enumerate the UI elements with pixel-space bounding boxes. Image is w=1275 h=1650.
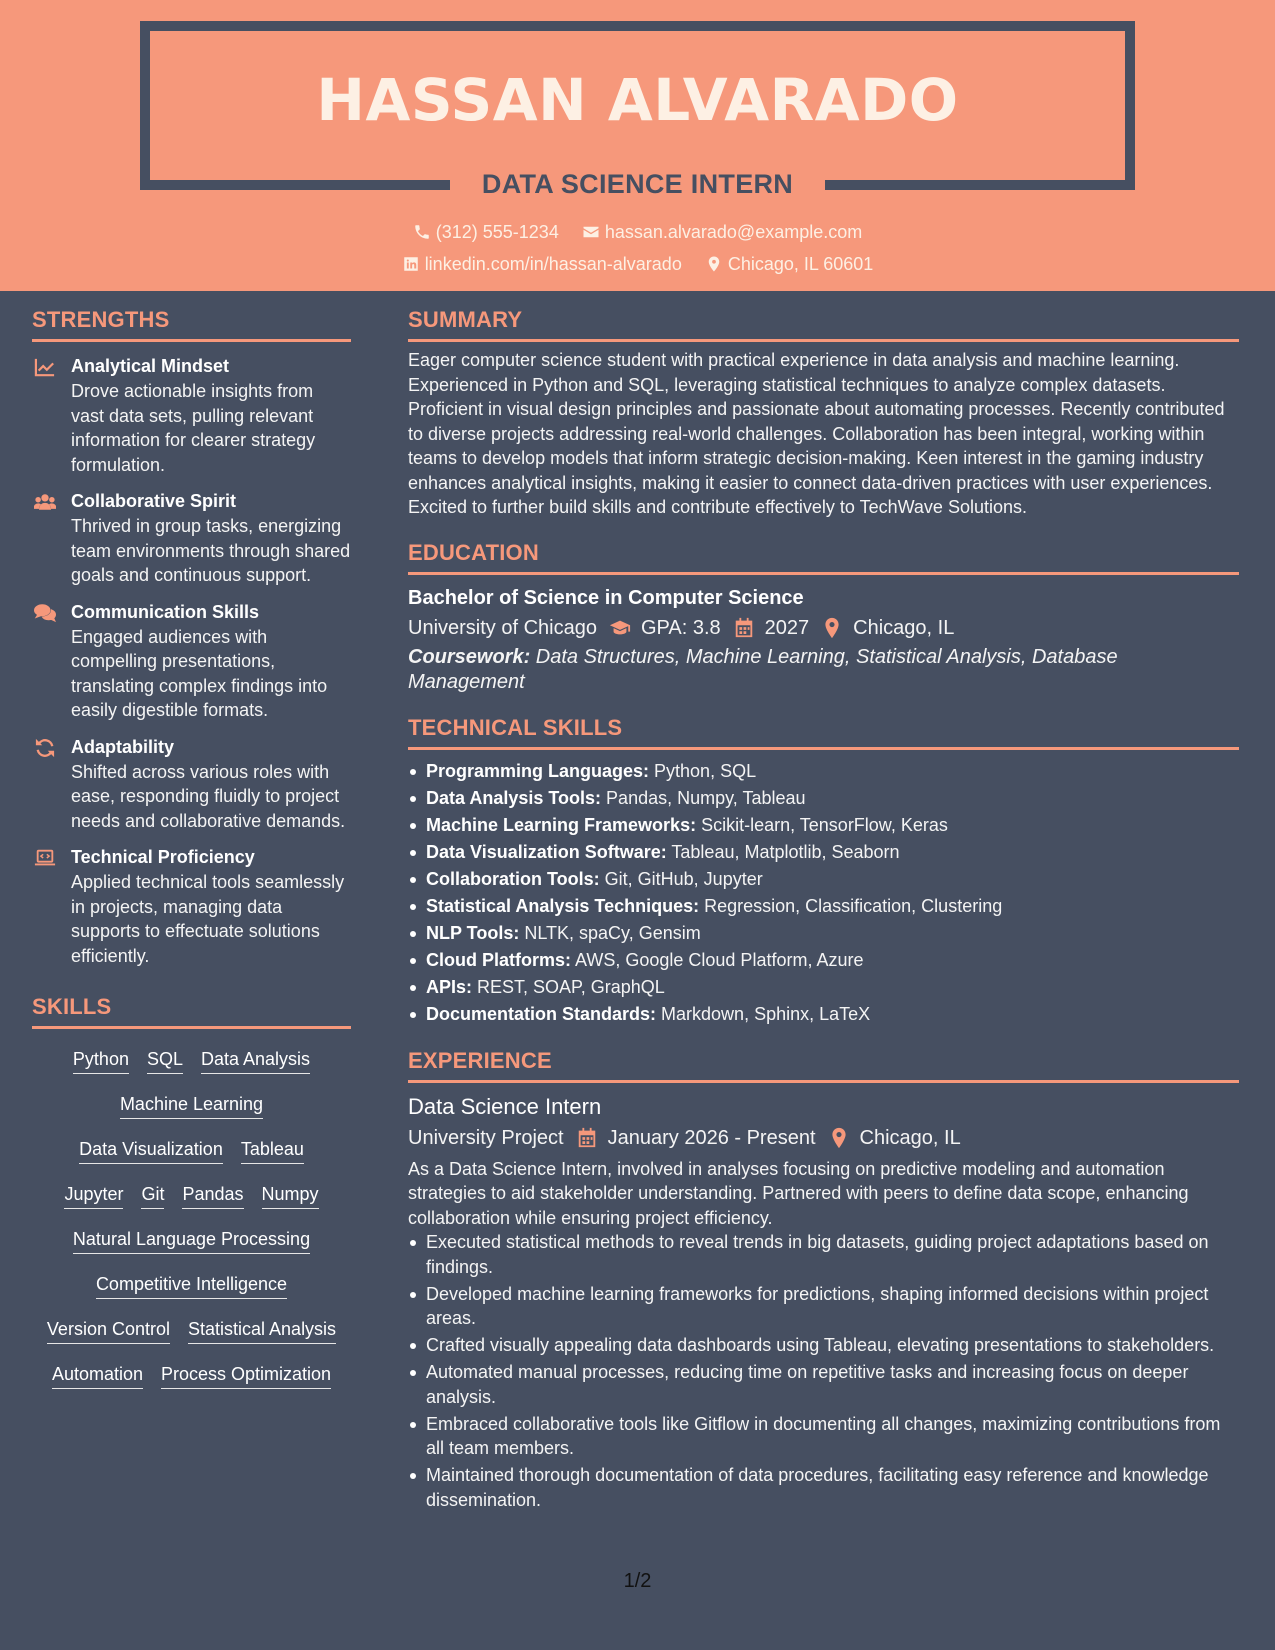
skill-tag: Natural Language Processing [73,1227,310,1254]
skill-tag: Git [141,1182,164,1209]
technical-skills-title: TECHNICAL SKILLS [408,713,1239,750]
degree-name: Bachelor of Science in Computer Science [408,586,804,609]
list-item: Developed machine learning frameworks for predictions, shaping informed decisions within project areas. [408,1282,1239,1331]
list-item [408,947,1239,974]
tag-line [32,1129,351,1174]
strength-name: Technical Proficiency [71,847,255,867]
page-number: 1/2 [623,1570,652,1592]
phone-icon [413,223,431,241]
linkedin-text: linkedin.com/in/hassan-alvarado [424,254,682,274]
phone-contact[interactable] [413,220,559,244]
linkedin-icon [402,255,420,273]
skill-values: Tableau, Matplotlib, Seaborn [666,841,900,862]
skill-tag: Tableau [241,1137,304,1164]
strength-desc: Thrived in group tasks, energizing team environments through shared goals and continuous support. [71,516,351,585]
skill-category: APIs: [426,976,473,997]
skill-category: Machine Learning Frameworks: [426,814,697,835]
skill-values: Regression, Classification, Clustering [699,895,1003,916]
graduation-cap-icon [609,617,631,639]
coursework-list: Data Structures, Machine Learning, Statistical Analysis, Database Management [408,645,1118,693]
map-marker-icon [705,255,723,273]
strength-item [32,735,351,834]
envelope-icon [582,223,600,241]
phone-text: (312) 555-1234 [435,222,559,242]
comments-icon [34,603,56,623]
contact-row-1 [0,220,1275,247]
location-text: Chicago, IL 60601 [727,254,874,274]
skill-tag: Machine Learning [120,1092,263,1119]
strength-name: Collaborative Spirit [71,491,237,511]
skill-category: Collaboration Tools: [426,868,600,889]
sync-icon [34,738,56,758]
skill-tag: Automation [52,1362,143,1389]
skill-values: REST, SOAP, GraphQL [472,976,665,997]
skill-tag: SQL [147,1047,183,1074]
strengths-title: STRENGTHS [32,305,351,342]
strength-item [32,354,351,477]
school-name: University of Chicago [408,616,597,639]
strength-desc: Shifted across various roles with ease, responding fluidly to project needs and collaborative demands. [71,761,346,831]
list-item [408,812,1239,839]
experience-description: As a Data Science Intern, involved in analyses focusing on predictive modeling and automation strategies to aid stakeholder understanding. Partnered with peers to define data scope, enhancing collaboration while ensuring project efficiency. [408,1158,1189,1228]
skill-category: Data Analysis Tools: [426,787,602,808]
skill-tag: Statistical Analysis [188,1317,336,1344]
summary-title: SUMMARY [408,305,1239,342]
strength-desc: Engaged audiences with compelling presentations, translating complex findings into easily digestible formats. [71,626,328,720]
strength-name: Communication Skills [71,601,260,622]
skill-values: Git, GitHub, Jupyter [599,868,763,889]
skill-values: AWS, Google Cloud Platform, Azure [571,949,864,970]
list-item [408,839,1239,866]
education-section [408,538,1239,695]
education-title: EDUCATION [408,538,1239,575]
skill-tag: Python [73,1047,129,1074]
coursework [408,645,1239,695]
list-item [408,758,1239,785]
strength-item [32,845,351,968]
experience-meta [408,1123,1239,1153]
experience-bullets [408,1230,1239,1512]
calendar-icon [733,617,755,639]
tag-line [32,1309,351,1354]
resume-header [0,0,1275,291]
skill-tag: Data Analysis [201,1047,310,1074]
list-item [408,893,1239,920]
list-item [408,1001,1239,1028]
strength-item [32,600,351,723]
map-marker-icon [828,1127,850,1149]
location-contact [705,252,873,276]
tag-line [32,1174,351,1219]
experience-job-title: Data Science Intern [408,1093,602,1119]
gpa-text: GPA: 3.8 [640,616,721,639]
list-item [408,866,1239,893]
skill-category: Cloud Platforms: [426,949,572,970]
skills-section [32,992,351,1399]
candidate-name: HASSAN ALVARADO [316,66,959,134]
tag-line [32,1084,351,1129]
skill-tag: Jupyter [64,1182,123,1209]
skill-tag: Data Visualization [79,1137,223,1164]
graduation-year: 2027 [764,616,810,639]
job-title: DATA SCIENCE INTERN [481,169,794,199]
education-location: Chicago, IL [853,616,955,639]
tag-line [32,1219,351,1264]
list-item: Embraced collaborative tools like Gitflow in documenting all changes, maximizing contributions from all team members. [408,1412,1239,1461]
skill-category: Documentation Standards: [426,1003,657,1024]
skill-values: Pandas, Numpy, Tableau [601,787,806,808]
skill-tag: Competitive Intelligence [96,1272,287,1299]
technical-skills-section [408,713,1239,1028]
summary-text: Eager computer science student with practical experience in data analysis and machine learning. Experienced in Python and SQL, leveraging statistical techniques to analyze complex datasets. Proficient in visual design principles and passionate about automating processes. Recently contributed to diverse projects addressing real-world challenges. Collaboration has been integral, working within teams to develop models that inform strategic decision-making. Keen interest in the gaming industry enhances analytical insights, making it easier to connect data-driven practices with user experiences. Excited to further build skills and contribute effectively to TechWave Solutions. [408,350,1225,517]
map-marker-icon [821,617,843,639]
skill-category: Statistical Analysis Techniques: [426,895,700,916]
contact-row-2 [0,252,1275,279]
technical-skills-list [408,758,1239,1028]
email-contact[interactable] [582,220,862,244]
skill-tag: Numpy [262,1182,319,1209]
skill-tag: Pandas [182,1182,243,1209]
tag-line [32,1354,351,1399]
strength-desc: Applied technical tools seamlessly in projects, managing data supports to effectuate solutions efficiently. [71,872,345,966]
skill-category: NLP Tools: [426,922,520,943]
education-meta [408,613,1239,643]
skill-tag: Version Control [47,1317,170,1344]
strength-name: Adaptability [71,736,175,757]
skill-category: Programming Languages: [426,760,650,781]
calendar-icon [576,1127,598,1149]
strength-name: Analytical Mindset [71,356,230,376]
users-icon [34,492,56,512]
skill-values: Markdown, Sphinx, LaTeX [656,1003,871,1024]
left-column [32,305,351,1399]
chart-line-icon [34,357,56,377]
experience-title: EXPERIENCE [408,1046,1239,1083]
skill-category: Data Visualization Software: [426,841,667,862]
list-item: Maintained thorough documentation of data procedures, facilitating easy reference and knowledge dissemination. [408,1463,1239,1512]
strength-desc: Drove actionable insights from vast data sets, pulling relevant information for clearer strategy formulation. [71,381,316,475]
skills-title: SKILLS [32,992,351,1029]
list-item [408,785,1239,812]
skill-values: NLTK, spaCy, Gensim [519,922,701,943]
list-item: Crafted visually appealing data dashboards using Tableau, elevating presentations to stakeholders. [408,1333,1239,1358]
skill-tag: Process Optimization [161,1362,331,1389]
organization: University Project [408,1126,564,1149]
laptop-code-icon [34,848,56,868]
linkedin-contact[interactable] [402,252,682,276]
skill-values: Python, SQL [649,760,757,781]
experience-dates: January 2026 - Present [607,1126,816,1149]
skill-values: Scikit-learn, TensorFlow, Keras [696,814,948,835]
email-text: hassan.alvarado@example.com [604,222,863,242]
right-column [408,305,1239,1515]
tag-line [32,1264,351,1309]
experience-location: Chicago, IL [859,1126,961,1149]
tag-line [32,1039,351,1084]
skill-tags [32,1029,351,1399]
list-item [408,974,1239,1001]
strength-item [32,489,351,588]
experience-section [408,1046,1239,1513]
list-item: Automated manual processes, reducing time on repetitive tasks and increasing focus on deeper analysis. [408,1360,1239,1409]
coursework-label: Coursework: [408,645,531,668]
list-item: Executed statistical methods to reveal trends in big datasets, guiding project adaptations based on findings. [408,1230,1239,1279]
list-item [408,920,1239,947]
